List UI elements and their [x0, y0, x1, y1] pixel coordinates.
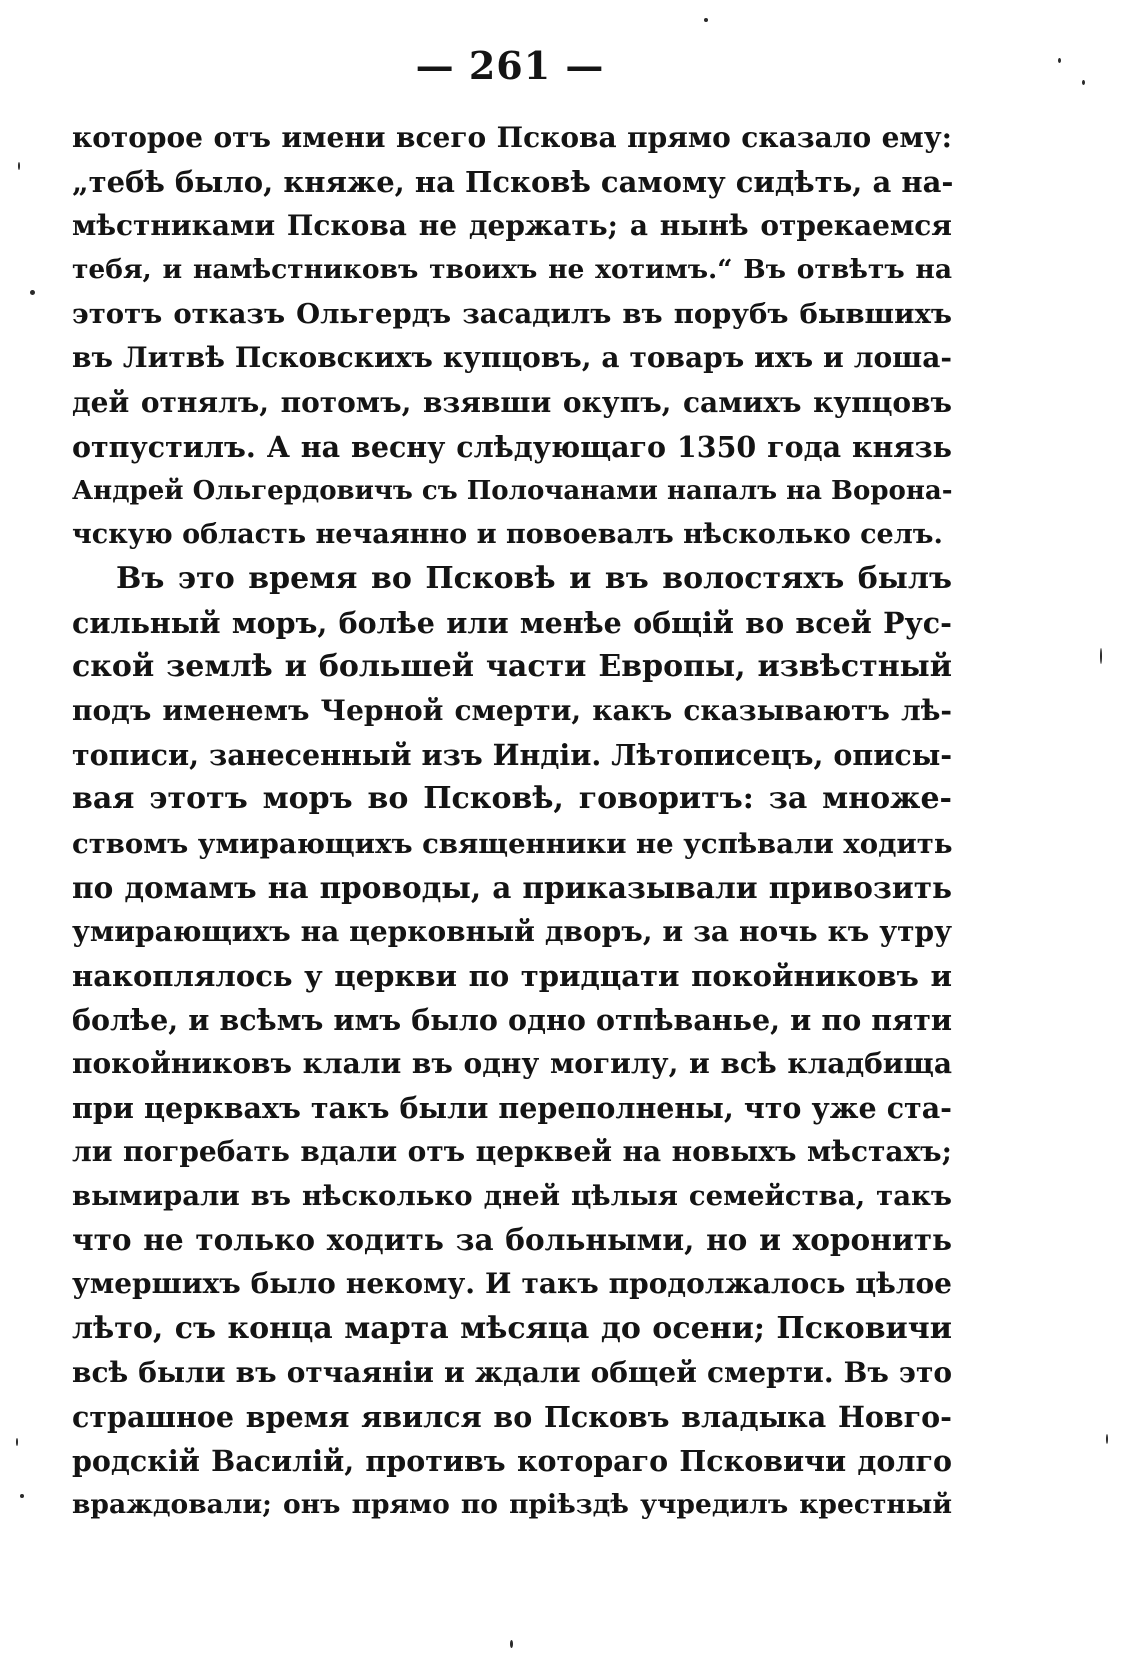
text-line: чскую область нечаянно и повоевалъ нѣсколько селъ. [72, 518, 943, 550]
scan-speck [1058, 58, 1061, 63]
text-line: которое отъ имени всего Пскова прямо сказало ему: [72, 121, 952, 154]
text-line: вая этотъ моръ во Псковѣ, говоритъ: за множе- [72, 781, 952, 817]
scan-speck [18, 162, 20, 170]
text-line: тописи, занесенный изъ Индіи. Лѣтописецъ, описы- [72, 738, 953, 773]
scan-speck [1082, 80, 1085, 85]
text-line: при церквахъ такъ были переполнены, что уже ста- [72, 1091, 952, 1126]
text-line: „тебѣ было, княже, на Псковѣ самому сидѣть, а на- [72, 165, 954, 200]
text-line: всѣ были въ отчаяніи и ждали общей смерти. Въ это [72, 1355, 952, 1389]
text-line: тебя, и намѣстниковъ твоихъ не хотимъ.“ Въ отвѣтъ на [72, 254, 952, 286]
text-line: лѣто, съ конца марта мѣсяца до осени; Псковичи [72, 1310, 952, 1346]
text-line: что не только ходить за больными, но и хоронить [72, 1222, 952, 1258]
text-line: ствомъ умирающихъ священники не успѣвали ходить [72, 827, 953, 860]
text-line: умершихъ было некому. И такъ продолжалось цѣлое [72, 1267, 952, 1301]
text-line: накоплялось у церкви по тридцати покойниковъ и [72, 958, 952, 993]
text-line: Въ это время во Псковѣ и въ волостяхъ былъ [116, 560, 952, 596]
paragraph-1 [72, 116, 952, 557]
text-line: страшное время явился во Псковъ владыка Новго- [72, 1399, 952, 1434]
page-number: — 261 — [415, 43, 605, 88]
text-line: отпустилъ. А на весну слѣдующаго 1350 года князь [72, 429, 952, 464]
text-line: умирающихъ на церковный дворъ, и за ночь къ утру [72, 914, 952, 948]
text-line: родскій Василій, противъ котораго Псковичи долго [72, 1443, 952, 1478]
scan-speck [510, 1640, 513, 1648]
scan-speck [30, 290, 35, 295]
text-line: дей отнялъ, потомъ, взявши окупъ, самихъ купцовъ [72, 385, 952, 419]
text-line: сильный моръ, болѣе или менѣе общій во всей Рус- [72, 606, 952, 641]
text-line: враждовали; онъ прямо по пріѣздѣ учредилъ крестный [72, 1488, 952, 1520]
scan-speck [16, 1438, 18, 1446]
text-line: болѣе, и всѣмъ имъ было одно отпѣванье, и по пяти [72, 1002, 952, 1037]
text-line: этотъ отказъ Ольгердъ засадилъ въ порубъ бывшихъ [72, 298, 952, 331]
text-line: ской землѣ и большей части Европы, извѣстный [72, 649, 952, 685]
text-line: въ Литвѣ Псковскихъ купцовъ, а товаръ ихъ и лоша- [72, 341, 952, 375]
text-line: ли погребать вдали отъ церквей на новыхъ мѣстахъ; [72, 1135, 952, 1169]
scan-speck [1106, 1434, 1108, 1444]
text-line: по домамъ на проводы, а приказывали привозить [72, 869, 952, 905]
scan-speck [20, 1494, 24, 1498]
scan-speck [1100, 648, 1102, 664]
text-line: Андрей Ольгердовичъ съ Полочанами напалъ на Ворона- [72, 475, 953, 506]
text-line: вымирали въ нѣсколько дней цѣлыя семейства, такъ [72, 1180, 952, 1213]
text-line: покойниковъ клали въ одну могилу, и всѣ кладбища [72, 1046, 952, 1080]
text-body [72, 116, 952, 1527]
text-line: подъ именемъ Черной смерти, какъ сказываютъ лѣ- [72, 694, 952, 728]
scan-speck [704, 18, 708, 22]
paragraph-2 [72, 557, 952, 1527]
text-line: мѣстниками Пскова не держать; а нынѣ отрекаемся [72, 209, 952, 243]
